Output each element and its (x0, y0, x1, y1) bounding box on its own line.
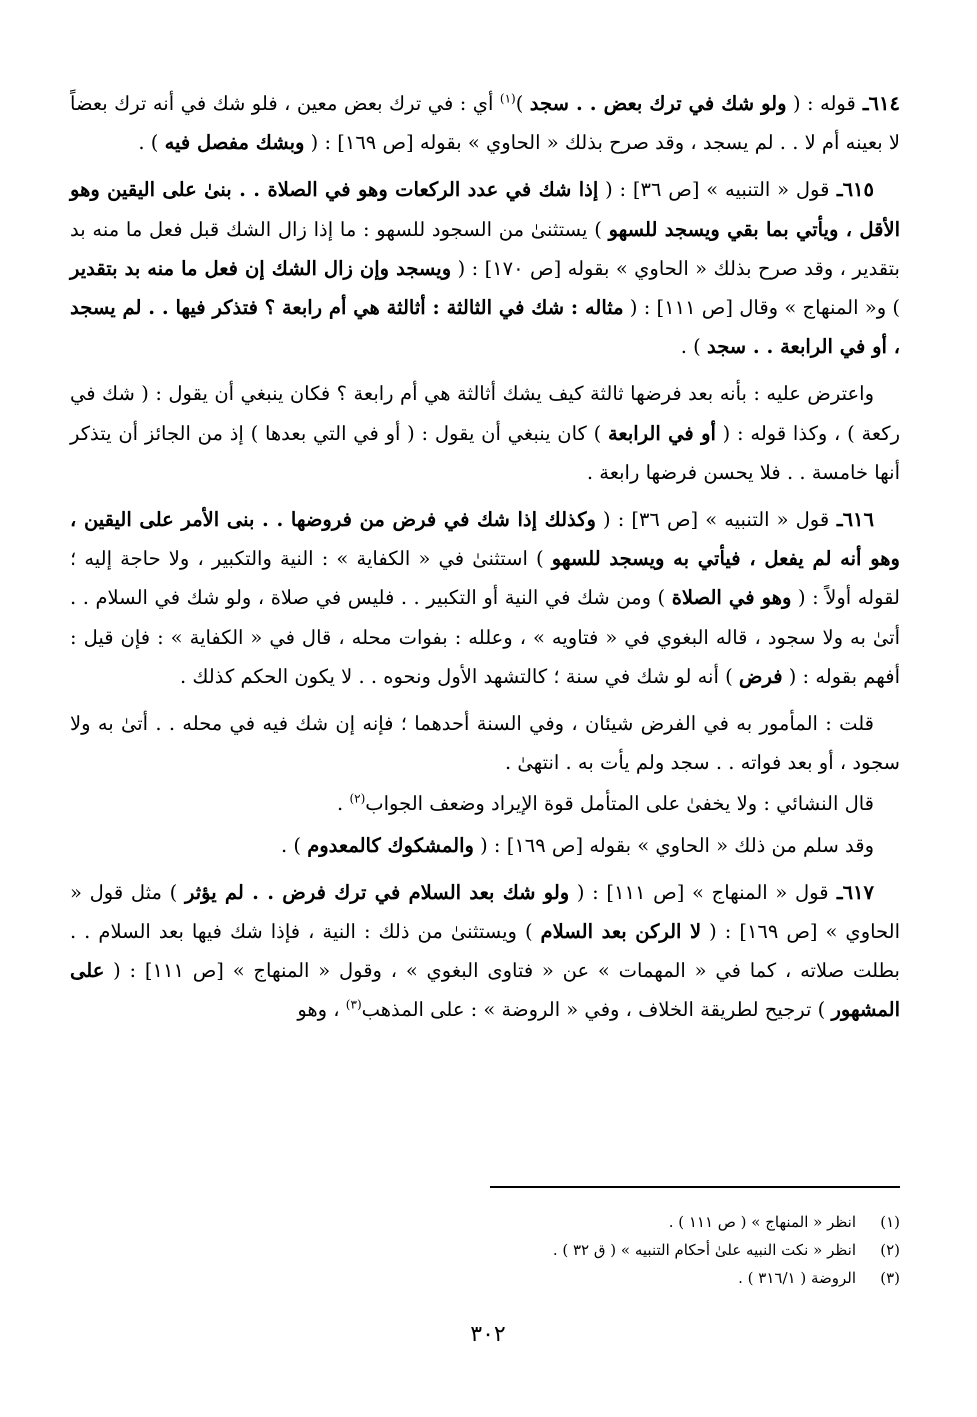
quoted-text-bold: لا الركن بعد السلام (540, 920, 702, 944)
text-run: قال النشائي : ولا يخفىٰ على المتأمل قوة الإيراد وضعف الجواب (365, 792, 874, 816)
quoted-text-bold: على المشهور (70, 959, 900, 1022)
footnote-number: (٣) (880, 1269, 900, 1287)
footnote-number: (١) (880, 1213, 900, 1231)
footnote-3 (70, 1264, 900, 1292)
paragraph-617 (70, 873, 900, 1030)
text-run: ) كان ينبغي أن يقول : ( أو في التي بعدها ) إذ من الجائز أن يتذكر أنها خامسة . . فلا يحسن فرضها رابعة . (70, 421, 900, 484)
paragraph-616 (70, 500, 900, 696)
quoted-text-bold: مثاله : شك في الثالثة : أثالثة هي أم رابعة ؟ فتذكر فيها . . لم يسجد ، أو في الرابعة . . سجد (70, 296, 900, 359)
text-run: ) . (280, 833, 308, 857)
page-number: ٣٠٢ (470, 1322, 506, 1347)
text-run: قول « التنبيه » [ص ٣٦] : ( (598, 178, 830, 202)
text-run: ) استثنىٰ في « الكفاية » : النية والتكبير ، ولا حاجة إليه ؛ لقوله أولاً : ( (70, 547, 900, 610)
quoted-text-bold: ولو شك بعد السلام في ترك فرض . . لم يؤثر (184, 880, 570, 904)
paragraph-hawi (70, 826, 900, 865)
quoted-text-bold: وكذلك إذا شك في فرض من فروضها . . بنى الأمر على اليقين ، وهو أنه لم يفعل ، فيأتي به ويسجد للسهو (70, 508, 900, 571)
quoted-text-bold: إذا شك في عدد الركعات وهو في الصلاة . . بنىٰ على اليقين وهو الأقل ، ويأتي بما بقي ويسجد للسهو (70, 178, 900, 241)
text-run: وقد سلم من ذلك « الحاوي » بقوله [ص ١٦٩] : ( (473, 833, 874, 857)
main-text (70, 84, 900, 1038)
paragraph-615-objection (70, 374, 900, 492)
footnotes (70, 1208, 900, 1292)
text-run: ) . (680, 335, 707, 359)
quoted-text-bold: ويسجد وإن زال الشك إن فعل ما منه بد بتقدير (70, 256, 452, 280)
text-run: قول « التنبيه » [ص ٣٦] : ( (595, 508, 830, 532)
footnote-2 (70, 1236, 900, 1264)
footnote-separator (490, 1186, 900, 1188)
quoted-text-bold: ٦١٤ـ (855, 92, 900, 115)
paragraph-616-reply (70, 704, 900, 782)
quoted-text-bold: ٦١٧ـ (828, 880, 874, 904)
quoted-text-bold: وهو في الصلاة (671, 586, 792, 610)
text-run: واعترض عليه : بأنه بعد فرضها ثالثة كيف يشك أثالثة هي أم رابعة ؟ فكان ينبغي أن يقول : ( شك في ركعة ) ، وكذا قوله : ( (70, 382, 901, 445)
quoted-text-bold: ٦١٦ـ (829, 508, 874, 532)
footnote-text: انظر « نكت النبيه علىٰ أحكام التنبيه » ( ق ٣٢ ) . (552, 1241, 856, 1259)
text-run: ) . (138, 131, 165, 155)
paragraph-nashai (70, 784, 900, 823)
quoted-text-bold: فرض (738, 664, 783, 688)
text-run: قول « المنهاج » [ص ١١١] : ( (569, 880, 829, 904)
paragraph-615 (70, 170, 900, 366)
footnote-text: الروضة ( ٣١٦/١ ) . (738, 1269, 856, 1287)
quoted-text-bold: وبشك مفصل فيه (164, 131, 305, 155)
quoted-text-bold: ولو شك في ترك بعض . . سجد (529, 92, 787, 115)
footnote-text: انظر « المنهاج » ( ص ١١١ ) . (668, 1213, 856, 1231)
text-run: ) و« المنهاج » وقال [ص ١١١] : ( (623, 296, 900, 320)
quoted-text-bold: ٦١٥ـ (829, 178, 874, 202)
footnote-ref: (١) (499, 91, 516, 106)
text-run: ) يستثنىٰ من السجود للسهو : ما إذا زال الشك قبل فعل ما منه بد بتقدير ، وقد صرح بذلك « الحاوي » بقوله [ص ١٧٠] : ( (70, 217, 900, 280)
text-run: . (337, 792, 350, 816)
text-run: ) مثل قول « الحاوي » [ص ١٦٩] : ( (70, 880, 900, 944)
text-run: ) ترجيح لطريقة الخلاف ، وفي « الروضة » : على المذهب (361, 998, 832, 1022)
text-run: ) ومن شك في النية أو التكبير . . فليس في صلاة ، ولو شك في السلام . . أتىٰ به ولا سجود ، قاله البغوي في « فتاويه » ، وعلله : بفوات محله ، قال في « الكفاية » : فإن قيل : أفهم بقوله : ( (70, 586, 900, 688)
quoted-text-bold: والمشكوك كالمعدوم (307, 833, 474, 857)
text-run: أي : في ترك بعض معين ، فلو شك في أنه ترك بعضاً لا بعينه أم لا . . لم يسجد ، وقد صرح بذلك « الحاوي » بقوله [ص ١٦٩] : ( (70, 92, 900, 155)
text-run: ) (515, 92, 530, 115)
text-run: قلت : المأمور به في الفرض شيئان ، وفي السنة أحدهما ؛ فإنه إن شك فيه في محله . . أتىٰ به ولا سجود ، أو بعد فواته . . سجد ولم يأت به . انتهىٰ . (70, 712, 900, 775)
text-run: ) ويستثنىٰ من ذلك : النية ، فإذا شك فيها بعد السلام . . بطلت صلاته ، كما في « المهمات » عن « فتاوى البغوي » ، وقول « المنهاج » [ص ١١١] : ( (70, 920, 900, 983)
footnote-ref: (٣) (345, 997, 362, 1012)
text-run: ، وهو (297, 998, 346, 1022)
footnote-ref: (٢) (349, 791, 366, 806)
paragraph-614 (70, 84, 900, 162)
text-run: قوله : ( (786, 92, 856, 115)
footnote-number: (٢) (880, 1241, 900, 1259)
quoted-text-bold: أو في الرابعة (607, 421, 716, 445)
text-run: ) أنه لو شك في سنة ؛ كالتشهد الأول ونحوه . . لا يكون الحكم كذلك . (179, 664, 739, 688)
footnote-1 (70, 1208, 900, 1236)
